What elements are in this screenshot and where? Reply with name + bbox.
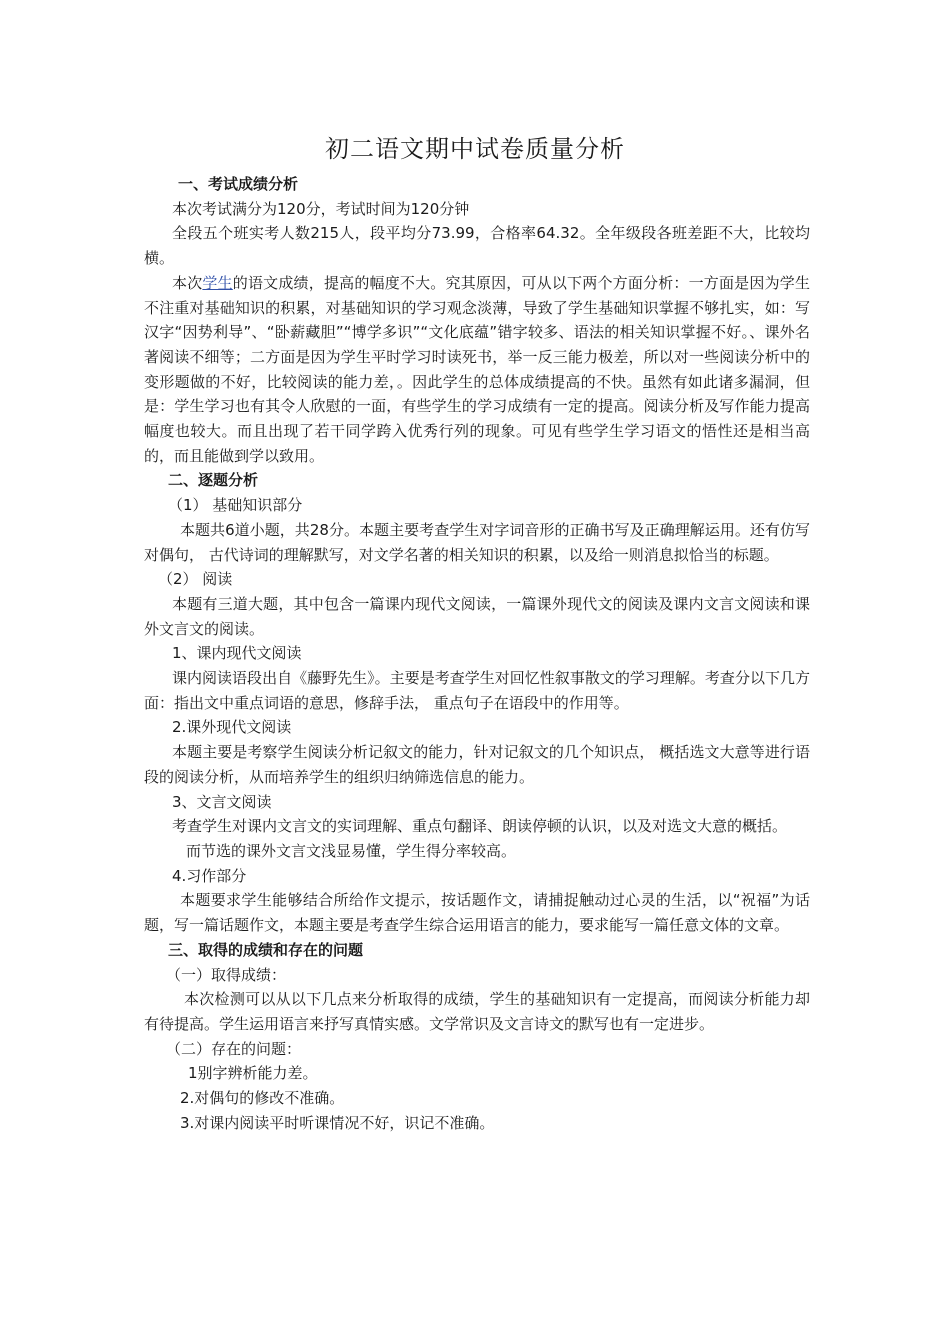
- subheading-problems: （二）存在的问题：: [166, 1039, 302, 1058]
- subheading-in-class-reading: 1、课内现代文阅读: [172, 644, 302, 663]
- subheading-basic-knowledge: （1） 基础知识部分: [168, 496, 303, 515]
- paragraph-score-info: 本次考试满分为120分，考试时间为120分钟: [172, 199, 470, 218]
- subheading-classical-reading: 3、文言文阅读: [172, 792, 272, 811]
- section-heading-2: 二、逐题分析: [168, 471, 259, 490]
- paragraph-writing: 本题要求学生能够结合所给作文提示，按话题作文，请捕捉触动过心灵的生活，以“祝福”为话题，写一篇话题作文，本题主要是考查学生综合运用语言的能力，要求能写一篇任意文体的文章。: [144, 891, 810, 935]
- document-title: 初二语文期中试卷质量分析: [325, 135, 625, 163]
- paragraph-analysis: [144, 271, 810, 469]
- paragraph-achievements: 本次检测可以从以下几点来分析取得的成绩，学生的基础知识有一定提高，而阅读分析能力却有待提高。学生运用语言来抒写真情实感。文学常识及文言诗文的默写也有一定进步。: [144, 990, 810, 1033]
- paragraph-classical-extracurricular: 而节选的课外文言文浅显易懂，学生得分率较高。: [186, 841, 517, 860]
- subheading-writing: 4.习作部分: [172, 866, 247, 885]
- document-body: [144, 172, 810, 1135]
- paragraph-classical-reading: 考查学生对课内文言文的实词理解、重点句翻译、朗读停顿的认识，以及对选文大意的概括。: [172, 817, 788, 836]
- section-heading-3: 三、取得的成绩和存在的问题: [168, 940, 364, 959]
- subheading-extracurricular-reading: 2.课外现代文阅读: [172, 718, 292, 737]
- problem-item: 3.对课内阅读平时听课情况不好，识记不准确。: [180, 1113, 495, 1132]
- analysis-text-rest: 的语文成绩，提高的幅度不大。究其原因，可从以下两个方面分析：一方面是因为学生不注重对基础知识的积累，对基础知识的学习观念淡薄，导致了学生基础知识掌握不够扎实，如：写汉字“因势利导”、“卧薪藏胆”“博学多识”“文化底蕴”错字较多、语法的相关知识掌握不好。、课外名著阅读不细等；二方面是因为学生平时学习时读死书，举一反三能力极差，所以对一些阅读分析中的变形题做的不好，比较阅读的能力差，。因此学生的总体成绩提高的不快。虽然有如此诸多漏洞，但是：学生学习也有其令人欣慰的一面，有些学生的学习成绩有一定的提高。阅读分析及写作能力提高幅度也较大。而且出现了若干同学跨入优秀行列的现象。可见有些学生学习语文的悟性还是相当高的，而且能做到学以致用。: [144, 273, 810, 465]
- student-link[interactable]: 学生: [202, 273, 233, 292]
- paragraph-basic-knowledge: 本题共6道小题，共28分。本题主要考查学生对字词音形的正确书写及正确理解运用。还有仿写对偶句， 古代诗词的理解默写，对文学名著的相关知识的积累，以及给一则消息拟恰当的标题。: [144, 520, 810, 564]
- paragraph-reading: 本题有三道大题，其中包含一篇课内现代文阅读，一篇课外现代文的阅读及课内文言文阅读和课外文言文的阅读。: [144, 594, 810, 638]
- analysis-text-start: 本次: [172, 273, 203, 292]
- problem-item: 2.对偶句的修改不准确。: [180, 1089, 345, 1108]
- paragraph-in-class-reading: 课内阅读语段出自《藤野先生》。主要是考查学生对回忆性叙事散文的学习理解。考查分以下几方面：指出文中重点词语的意思，修辞手法， 重点句子在语段中的作用等。: [144, 669, 810, 712]
- section-heading-1: 一、考试成绩分析: [178, 175, 299, 193]
- paragraph-extracurricular-reading: 本题主要是考察学生阅读分析记叙文的能力，针对记叙文的几个知识点， 概括选文大意等进行语段的阅读分析，从而培养学生的组织归纳筛选信息的能力。: [144, 743, 810, 786]
- subheading-reading: （2） 阅读: [158, 570, 233, 589]
- subheading-achievements: （一）取得成绩：: [166, 965, 287, 984]
- paragraph-class-stats: 全段五个班实考人数215人，段平均分73.99，合格率64.32。全年级段各班差距不大，比较均横。: [144, 224, 810, 268]
- problem-item: 1别字辨析能力差。: [188, 1064, 318, 1083]
